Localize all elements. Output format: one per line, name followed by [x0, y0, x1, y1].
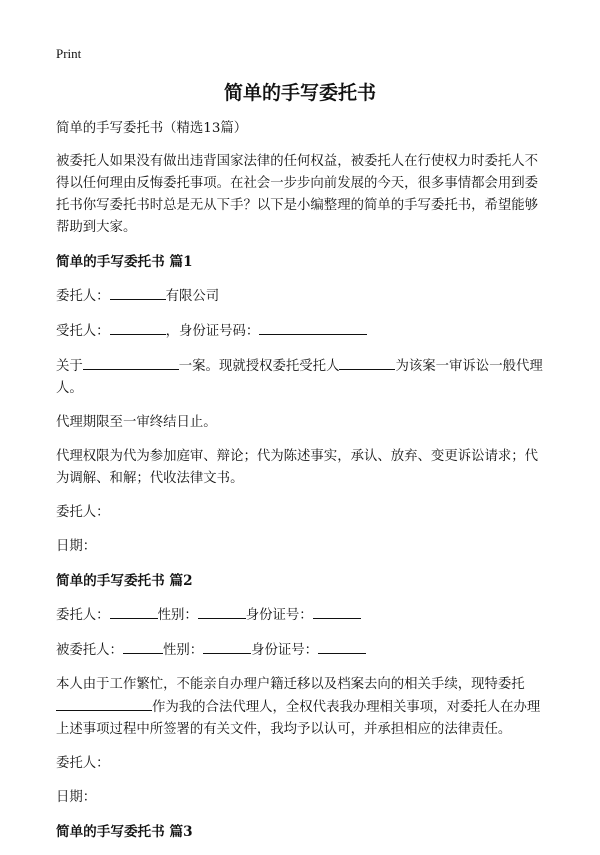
id-label: 身份证号： — [251, 643, 319, 658]
section2-heading: 简单的手写委托书 篇2 — [56, 573, 193, 589]
intro-paragraph: 被委托人如果没有做出违背国家法律的任何权益，被委托人在行使权力时委托人不得以任何理由反悔委托事项。在社会一步步向前发展的今天，很多事情都会用到委托书你写委托书时总是无从下手？以下是小编整理的简单的手写委托书，希望能够帮助到大家。 — [56, 154, 539, 235]
blank-line — [110, 604, 158, 619]
case-prefix: 关于 — [56, 359, 83, 374]
section1-agent-line — [56, 320, 550, 343]
blank-line — [259, 320, 367, 335]
section2-agent-line — [56, 639, 550, 662]
section1-sign-label: 委托人： — [56, 505, 110, 520]
page-title: 简单的手写委托书 — [223, 82, 376, 104]
blank-line — [198, 604, 246, 619]
section2-body-paragraph — [56, 674, 550, 741]
section1-period: 代理期限至一审终结日止。 — [56, 415, 217, 430]
agent-label: 被委托人： — [56, 643, 123, 658]
print-link[interactable]: Print — [56, 46, 82, 61]
section2-date-label: 日期： — [56, 790, 97, 805]
section1-heading: 简单的手写委托书 篇1 — [56, 254, 193, 270]
id-label: 身份证号： — [245, 608, 313, 623]
gender-label: 性别： — [157, 608, 198, 623]
blank-line — [318, 639, 366, 654]
blank-line — [110, 285, 166, 300]
blank-line — [203, 639, 251, 654]
case-suffix: 为该案一审诉讼一般代理人。 — [56, 359, 543, 396]
principal-label: 委托人： — [56, 608, 110, 623]
case-middle: 一案。现就授权委托受托人 — [178, 359, 340, 374]
blank-line — [313, 604, 361, 619]
section1-date-label: 日期： — [56, 539, 97, 554]
blank-line — [83, 355, 179, 370]
section2-sign-label: 委托人： — [56, 756, 110, 771]
section1-principal-line — [56, 285, 550, 308]
company-suffix: 有限公司 — [165, 289, 220, 304]
document-subtitle: 简单的手写委托书（精选13篇） — [56, 121, 248, 136]
id-number-label: ，身份证号码： — [165, 324, 260, 339]
agent-label: 受托人： — [56, 324, 110, 339]
blank-line — [110, 320, 166, 335]
blank-line — [339, 355, 395, 370]
document-body — [56, 118, 550, 855]
blank-line — [56, 696, 152, 711]
section1-scope: 代理权限为代为参加庭审、辩论；代为陈述事实，承认、放弃、变更诉讼请求；代为调解、和解；代收法律文书。 — [56, 449, 539, 486]
body-prefix: 本人由于工作繁忙，不能亲自办理户籍迁移以及档案去向的相关手续，现特委托 — [56, 677, 525, 692]
section3-heading: 简单的手写委托书 篇3 — [56, 824, 193, 840]
principal-label: 委托人： — [56, 289, 110, 304]
section1-case-paragraph — [56, 355, 550, 400]
section2-principal-line — [56, 604, 550, 627]
blank-line — [123, 639, 163, 654]
body-suffix: 作为我的合法代理人，全权代表我办理相关事项，对委托人在办理上述事项过程中所签署的有关文件，我均予以认可，并承担相应的法律责任。 — [56, 700, 541, 737]
gender-label: 性别： — [162, 643, 204, 658]
